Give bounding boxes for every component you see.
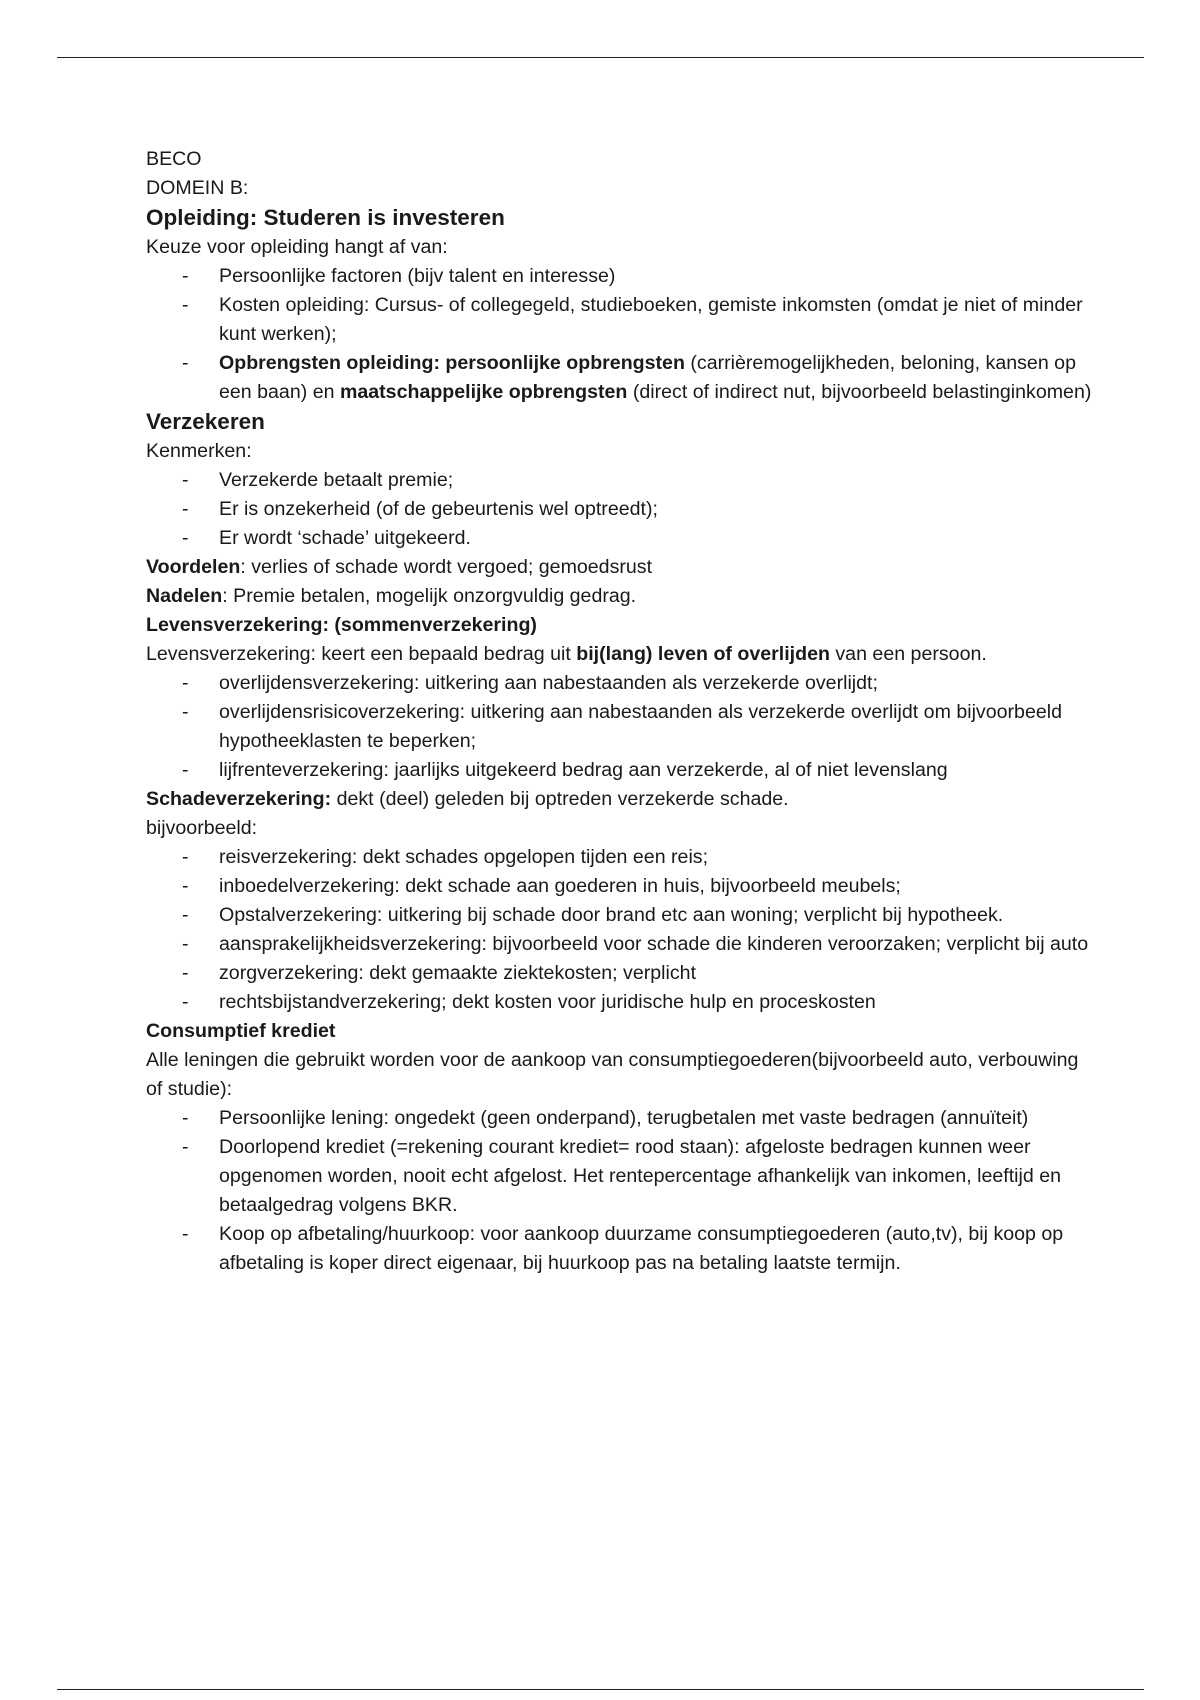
voordelen-text: : verlies of schade wordt vergoed; gemoedsrust: [240, 556, 653, 578]
nadelen-line: [146, 582, 1096, 611]
opleiding-list: [146, 262, 1096, 407]
nadelen-label: Nadelen: [146, 585, 223, 607]
list-item: - overlijdensverzekering: uitkering aan nabestaanden als verzekerde overlijdt;: [146, 669, 1096, 698]
schadeverzekering-label: Schadeverzekering:: [146, 788, 332, 810]
bold-term: maatschappelijke opbrengsten: [339, 381, 628, 403]
heading-levensverzekering: Levensverzekering: (sommenverzekering): [146, 614, 537, 636]
doc-title: BECO: [146, 148, 202, 170]
heading-consumptief-krediet: Consumptief krediet: [146, 1020, 336, 1042]
schadeverzekering-example: bijvoorbeeld:: [146, 817, 258, 839]
schadeverzekering-text: dekt (deel) geleden bij optreden verzekerde schade.: [331, 788, 789, 810]
levensverzekering-definition: [146, 640, 1096, 669]
list-item: - lijfrenteverzekering: jaarlijks uitgekeerd bedrag aan verzekerde, al of niet levenslang: [146, 756, 1096, 785]
krediet-list: [146, 1104, 1096, 1278]
list-item: - Verzekerde betaalt premie;: [146, 466, 1096, 495]
list-item: - Opstalverzekering: uitkering bij schade door brand etc aan woning; verplicht bij hypotheek.: [146, 901, 1096, 930]
voordelen-line: [146, 553, 1096, 582]
list-item: - Persoonlijke factoren (bijv talent en interesse): [146, 262, 1096, 291]
voordelen-label: Voordelen: [146, 556, 241, 578]
bold-term: bij(lang) leven of overlijden: [576, 643, 830, 665]
document-body: [146, 145, 1096, 1278]
opleiding-intro: Keuze voor opleiding hangt af van:: [146, 236, 448, 258]
verzekeren-intro: Kenmerken:: [146, 440, 252, 462]
kenmerken-list: [146, 466, 1096, 553]
list-item: - Doorlopend krediet (=rekening courant krediet= rood staan): afgeloste bedragen kunnen weer opgenomen worden, nooit echt afgelost. Het rentepercentage afhankelijk van inkomen, leeftijd en betaalgedrag volgens BKR.: [146, 1133, 1096, 1220]
list-item: - zorgverzekering: dekt gemaakte ziektekosten; verplicht: [146, 959, 1096, 988]
list-item: - reisverzekering: dekt schades opgelopen tijden een reis;: [146, 843, 1096, 872]
list-text: (carrièremogelijkheden, beloning, kansen op een baan) en: [219, 352, 1076, 403]
definition-text: van een persoon.: [829, 643, 987, 665]
bold-term: Opbrengsten opleiding: persoonlijke opbrengsten: [219, 352, 685, 374]
footer-rule: [57, 1689, 1144, 1690]
list-item: - rechtsbijstandverzekering; dekt kosten voor juridische hulp en proceskosten: [146, 988, 1096, 1017]
list-item: - aansprakelijkheidsverzekering: bijvoorbeeld voor schade die kinderen veroorzaken; verplicht bij auto: [146, 930, 1096, 959]
list-item: - Er is onzekerheid (of de gebeurtenis wel optreedt);: [146, 495, 1096, 524]
list-item: - inboedelverzekering: dekt schade aan goederen in huis, bijvoorbeeld meubels;: [146, 872, 1096, 901]
schadeverzekering-line: [146, 785, 1096, 814]
list-item: - overlijdensrisicoverzekering: uitkering aan nabestaanden als verzekerde overlijdt om bijvoorbeeld hypotheeklasten te beperken;: [146, 698, 1096, 756]
list-item: - Kosten opleiding: Cursus- of collegegeld, studieboeken, gemiste inkomsten (omdat je niet of minder kunt werken);: [146, 291, 1096, 349]
schadeverzekering-list: [146, 843, 1096, 1017]
heading-verzekeren: Verzekeren: [146, 409, 265, 434]
list-item: - Persoonlijke lening: ongedekt (geen onderpand), terugbetalen met vaste bedragen (annuïteit): [146, 1104, 1096, 1133]
doc-domain: DOMEIN B:: [146, 177, 249, 199]
list-item: - Koop op afbetaling/huurkoop: voor aankoop duurzame consumptiegoederen (auto,tv), bij koop op afbetaling is koper direct eigenaar, bij huurkoop pas na betaling laatste termijn.: [146, 1220, 1096, 1278]
header-rule: [57, 57, 1144, 58]
krediet-intro: Alle leningen die gebruikt worden voor de aankoop van consumptiegoederen(bijvoorbeeld auto, verbouwing of studie):: [146, 1049, 1084, 1100]
heading-opleiding: Opleiding: Studeren is investeren: [146, 205, 505, 230]
list-item: - Er wordt ‘schade’ uitgekeerd.: [146, 524, 1096, 553]
nadelen-text: : Premie betalen, mogelijk onzorgvuldig gedrag.: [222, 585, 637, 607]
definition-text: Levensverzekering: keert een bepaald bedrag uit: [146, 643, 577, 665]
list-text: (direct of indirect nut, bijvoorbeeld belastinginkomen): [627, 381, 1092, 403]
levensverzekering-list: [146, 669, 1096, 785]
list-item: [146, 349, 1096, 407]
